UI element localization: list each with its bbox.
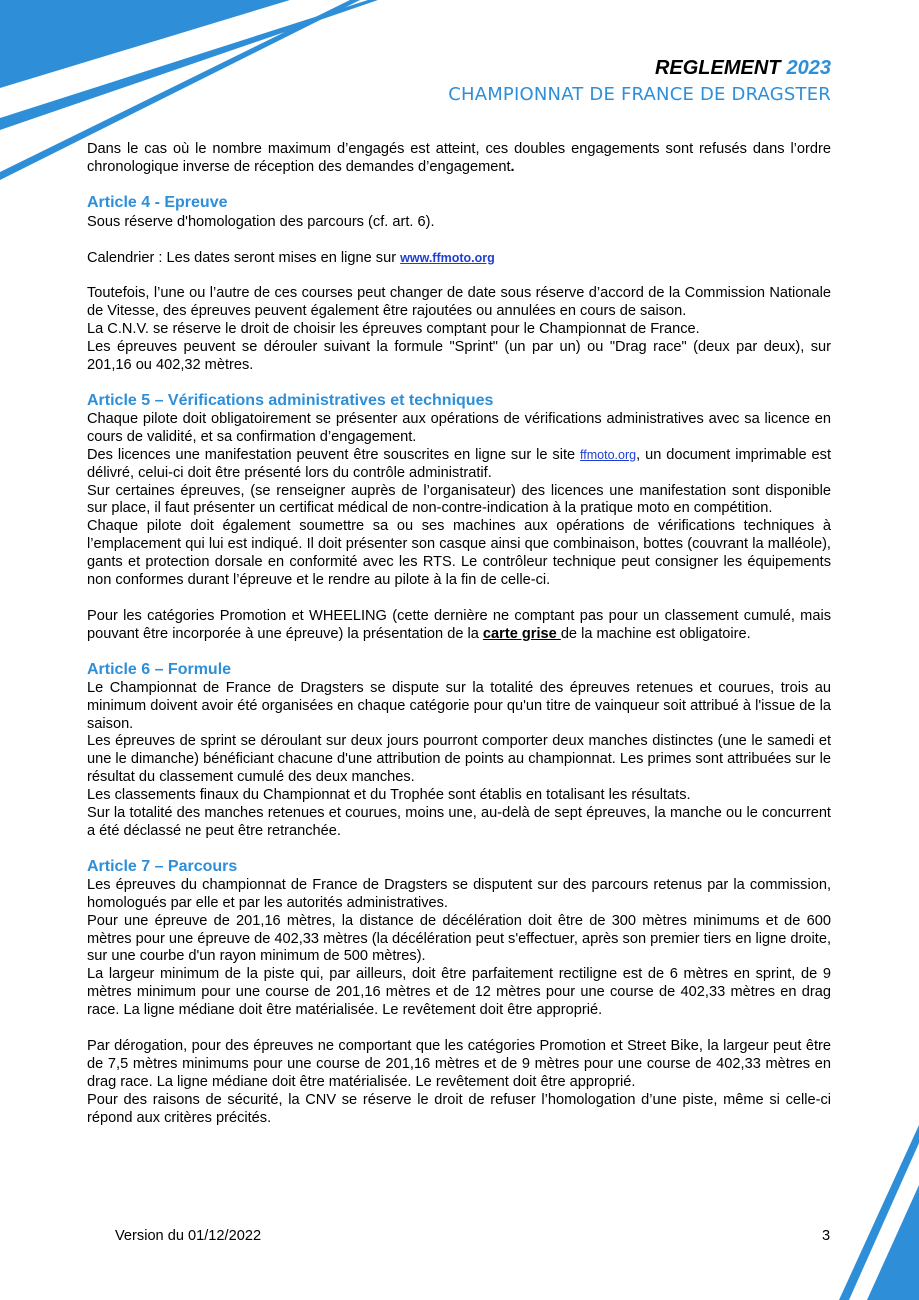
article-5-heading: Article 5 – Vérifications administratives et techniques	[87, 391, 494, 409]
article-7-heading: Article 7 – Parcours	[87, 857, 238, 875]
article-7-p1: Les épreuves du championnat de France de Dragsters se disputent sur des parcours retenus par la commission, homologués par elle et par les autorités administratives.	[87, 876, 831, 911]
intro-paragraph: Dans le cas où le nombre maximum d’engagés est atteint, ces doubles engagements sont refusés dans l’ordre chronologique inverse de réception des demandes d’engagement.	[87, 141, 831, 175]
article-7-p2: Pour une épreuve de 201,16 mètres, la distance de décélération doit être de 300 mètres minimums et de 600 mètres pour une épreuve de 402,33 mètres (la décélération peut s'effectuer, après son premier tiers en ligne droite, sur une courbe d'un rayon minimum de 500 mètres).	[87, 912, 831, 965]
footer-stripes-decoration	[839, 1125, 919, 1300]
title-year: 2023	[786, 57, 831, 79]
article-5-p4: Chaque pilote doit également soumettre sa ou ses machines aux opérations de vérifications techniques à l’emplacement qui lui est indiqué. Il doit présenter son casque ainsi que combinaison, bottes (couvrant la malléole), gants et protection dorsale en conformité avec les RTS. Le contrôleur technique peut consigner les équipements non conformes durant l’épreuve et le rendre au pilote à la fin de celle-ci.	[87, 518, 831, 589]
ffmoto-site-link[interactable]: ffmoto.org	[580, 447, 637, 462]
document-subtitle: CHAMPIONNAT DE FRANCE DE DRAGSTER	[448, 84, 831, 105]
article-4-calendar: Calendrier : Les dates seront mises en ligne sur www.ffmoto.org	[87, 249, 495, 266]
article-5-p5: Pour les catégories Promotion et WHEELING (cette dernière ne comptant pas pour un classement cumulé, mais pouvant être incorporée à une épreuve) la présentation de la carte grise de la machine est obligatoire.	[87, 607, 831, 642]
article-6-heading: Article 6 – Formule	[87, 660, 232, 678]
article-4-p1: Sous réserve d'homologation des parcours (cf. art. 6).	[87, 213, 435, 230]
ffmoto-link[interactable]: www.ffmoto.org	[400, 250, 495, 265]
article-5-p3: Sur certaines épreuves, (se renseigner auprès de l’organisateur) des licences une manifestation sont disponible sur place, il faut présenter un certificat médical de non-contre-indication à la pratique moto en compétition.	[87, 482, 831, 517]
document-header	[448, 56, 831, 108]
article-4-p5: Les épreuves peuvent se dérouler suivant la formule "Sprint" (un par un) ou "Drag race" (deux par deux), sur 201,16 ou 402,32 mètres.	[87, 339, 831, 374]
article-4-p3: Toutefois, l’une ou l’autre de ces courses peut changer de date sous réserve d’accord de la Commission Nationale de Vitesse, des épreuves peuvent également être rajoutées ou annulées en cours de saison.	[87, 285, 831, 320]
article-7-p5: Pour des raisons de sécurité, la CNV se réserve le droit de refuser l’homologation d’une piste, même si celle-ci répond aux critères précités.	[87, 1091, 831, 1126]
document-title	[448, 56, 831, 80]
article-6-p3: Les classements finaux du Championnat et du Trophée sont établis en totalisant les résultats.	[87, 787, 691, 804]
title-text: REGLEMENT	[654, 57, 781, 79]
article-5-p1: Chaque pilote doit obligatoirement se présenter aux opérations de vérifications administratives avec sa licence en cours de validité, et sa confirmation d’engagement.	[87, 410, 831, 445]
article-4-heading: Article 4 - Epreuve	[87, 193, 228, 211]
page-number: 3	[822, 1228, 831, 1244]
carte-grise-emphasis: carte grise	[482, 625, 561, 642]
footer-version: Version du 01/12/2022	[115, 1228, 262, 1244]
article-7-p4: Par dérogation, pour des épreuves ne comportant que les catégories Promotion et Street Bike, la largeur peut être de 7,5 mètres minimums pour une course de 201,16 mètres et de 9 mètres pour une course de 402,33 mètres en drag race. La ligne médiane doit être matérialisée. Le revêtement doit être approprié.	[87, 1038, 831, 1090]
article-7-p3: La largeur minimum de la piste qui, par ailleurs, doit être parfaitement rectiligne est de 6 mètres en sprint, de 9 mètres minimum pour une course de 201,16 mètres et de 12 mètres pour une course de 402,33 mètres en drag race. La ligne médiane doit être matérialisée. Le revêtement doit être approprié.	[87, 966, 831, 1019]
document-body	[87, 141, 831, 1128]
article-4-p4: La C.N.V. se réserve le droit de choisir les épreuves comptant pour le Championnat de France.	[87, 321, 700, 338]
article-6-p4: Sur la totalité des manches retenues et courues, moins une, au-delà de sept épreuves, la manche ou le concurrent a été déclassé ne peut être retranchée.	[87, 805, 831, 839]
article-6-p1: Le Championnat de France de Dragsters se dispute sur la totalité des épreuves retenues et courues, trois au minimum doivent avoir été organisées en chaque catégorie pour qu'un titre de vainqueur soit attribué à l'issue de la saison.	[87, 679, 831, 732]
article-5-p2: Des licences une manifestation peuvent être souscrites en ligne sur le site ffmoto.org, un document imprimable est délivré, celui-ci doit être présenté lors du contrôle administratif.	[87, 446, 831, 481]
article-6-p2: Les épreuves de sprint se déroulant sur deux jours pourront comporter deux manches distinctes (une le samedi et une le dimanche) bénéficiant chacune d'une attribution de points au championnat. Les primes sont attribuées sur le résultat du classement cumulé des deux manches.	[87, 733, 831, 786]
